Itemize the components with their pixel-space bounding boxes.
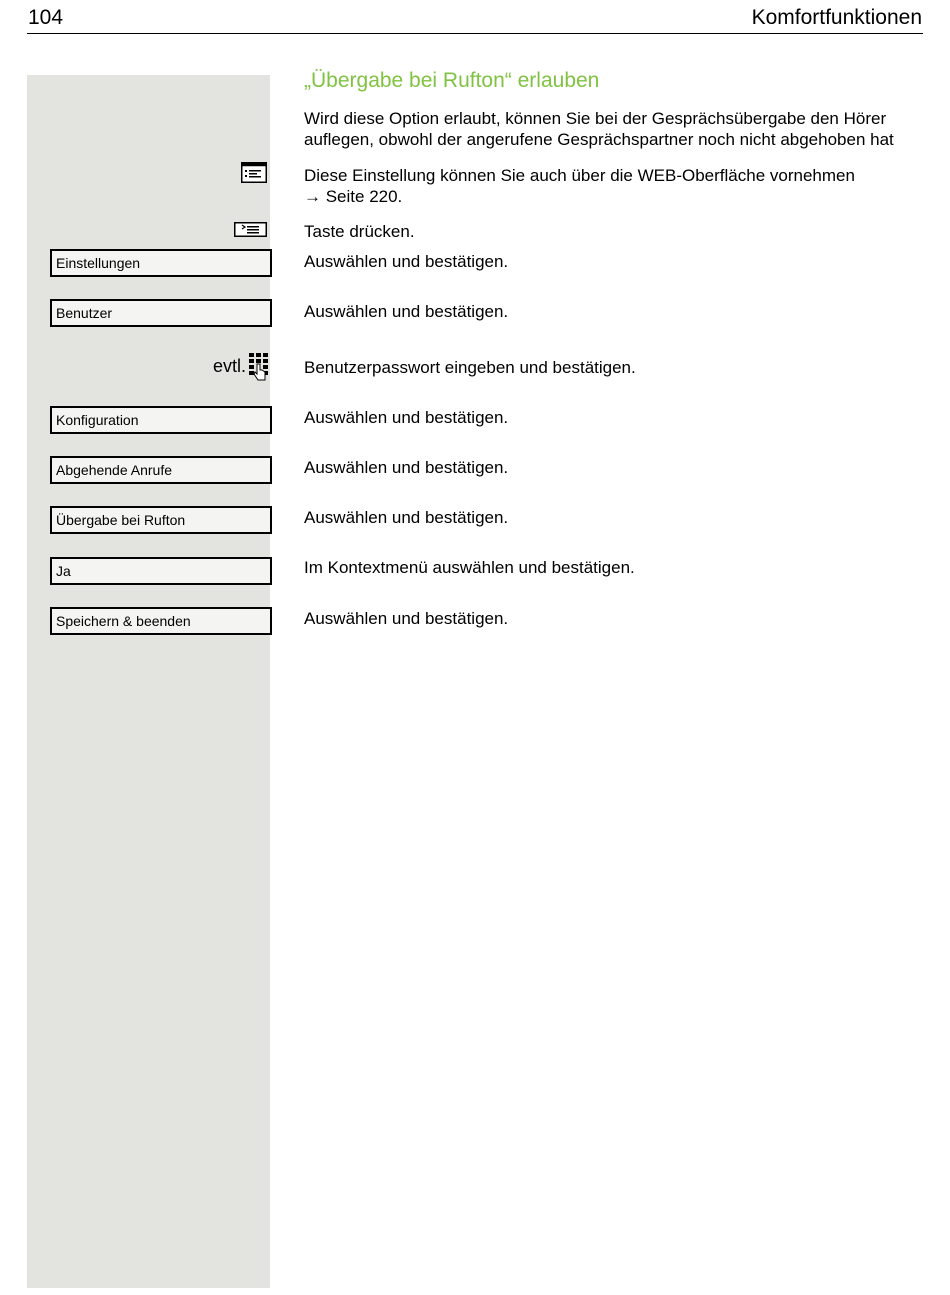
step-einstellungen-text: Auswählen und bestätigen. xyxy=(304,252,509,271)
page-number: 104 xyxy=(28,6,64,29)
step-speichern-text: Auswählen und bestätigen. xyxy=(304,609,509,628)
header-rule xyxy=(27,33,923,34)
keypad-icon xyxy=(248,352,270,387)
menu-item-einstellungen[interactable]: Einstellungen xyxy=(50,249,272,277)
step-uebergabe-text: Auswählen und bestätigen. xyxy=(304,508,509,527)
menu-item-abgehende-anrufe[interactable]: Abgehende Anrufe xyxy=(50,456,272,484)
step-konfiguration-text: Auswählen und bestätigen. xyxy=(304,408,509,427)
intro-line-1: Wird diese Option erlaubt, können Sie bei der Gesprächsübergabe den Hörer xyxy=(304,109,887,128)
menu-item-konfiguration[interactable]: Konfiguration xyxy=(50,406,272,434)
web-hint-line-1: Diese Einstellung können Sie auch über die WEB-Oberfläche vornehmen xyxy=(304,166,855,185)
web-interface-icon xyxy=(241,162,267,188)
step-abgehende-text: Auswählen und bestätigen. xyxy=(304,458,509,477)
menu-key-icon xyxy=(234,222,267,242)
menu-item-benutzer[interactable]: Benutzer xyxy=(50,299,272,327)
menu-item-uebergabe-bei-rufton[interactable]: Übergabe bei Rufton xyxy=(50,506,272,534)
menu-item-speichern-beenden[interactable]: Speichern & beenden xyxy=(50,607,272,635)
menu-item-ja[interactable]: Ja xyxy=(50,557,272,585)
step-benutzer-text: Auswählen und bestätigen. xyxy=(304,302,509,321)
chapter-title: Komfortfunktionen xyxy=(751,6,922,29)
step-password-text: Benutzerpasswort eingeben und bestätigen. xyxy=(304,358,636,377)
section-title: „Übergabe bei Rufton“ erlauben xyxy=(304,69,600,92)
step-ja-text: Im Kontextmenü auswählen und bestätigen. xyxy=(304,558,635,577)
step-press-key: Taste drücken. xyxy=(304,222,415,241)
web-hint-line-2: → Seite 220. xyxy=(304,187,403,206)
intro-line-2: auflegen, obwohl der angerufene Gesprächspartner noch nicht abgehoben hat xyxy=(304,130,894,149)
optional-prefix: evtl. xyxy=(213,356,247,376)
